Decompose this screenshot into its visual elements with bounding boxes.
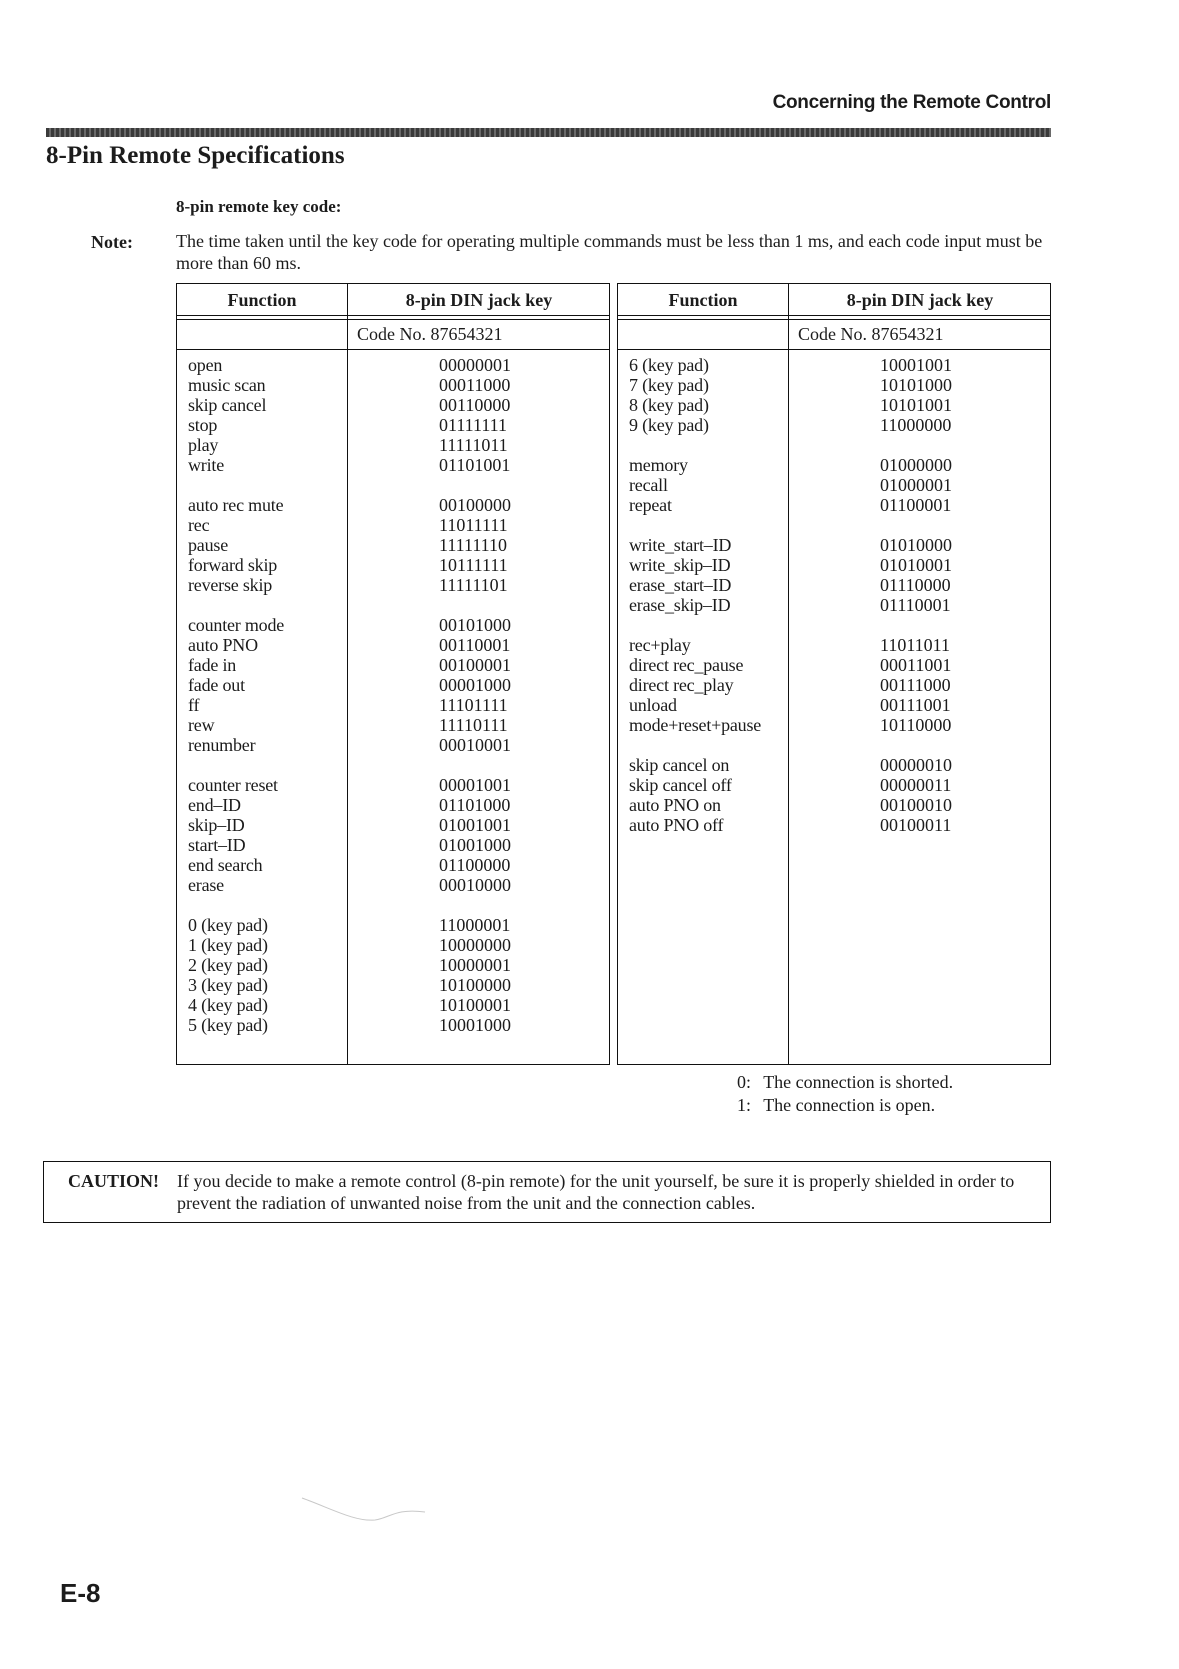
function-name: 1 (key pad) xyxy=(188,935,268,955)
function-name: 8 (key pad) xyxy=(629,395,709,415)
table-row xyxy=(618,395,1050,415)
function-name: music scan xyxy=(188,375,266,395)
function-name: erase xyxy=(188,875,224,895)
key-code: 00111000 xyxy=(880,675,951,695)
function-name: auto rec mute xyxy=(188,495,284,515)
table-row xyxy=(177,855,609,875)
function-name: 9 (key pad) xyxy=(629,415,709,435)
key-code: 00010000 xyxy=(439,875,511,895)
subheading: 8-pin remote key code: xyxy=(176,197,342,216)
key-code: 11110111 xyxy=(439,715,508,735)
function-name: skip cancel on xyxy=(629,755,730,775)
table-row xyxy=(618,495,1050,515)
function-name: end–ID xyxy=(188,795,241,815)
function-name: reverse skip xyxy=(188,575,273,595)
table-row xyxy=(618,515,1050,535)
table-row xyxy=(618,695,1050,715)
table-row xyxy=(177,795,609,815)
function-name: 5 (key pad) xyxy=(188,1015,268,1035)
table-row xyxy=(177,395,609,415)
table-row xyxy=(177,655,609,675)
function-name: rew xyxy=(188,715,215,735)
key-code: 01000001 xyxy=(880,475,952,495)
function-name: rec+play xyxy=(629,635,691,655)
key-code: 00001001 xyxy=(439,775,511,795)
function-name: counter reset xyxy=(188,775,278,795)
key-code: 01110000 xyxy=(880,575,951,595)
header-divider xyxy=(618,315,1050,316)
function-name: renumber xyxy=(188,735,256,755)
function-name: fade in xyxy=(188,655,237,675)
key-code: 00110000 xyxy=(439,395,511,415)
key-code: 01010001 xyxy=(880,555,952,575)
key-code: 00011001 xyxy=(880,655,952,675)
header-divider xyxy=(177,319,609,320)
key-code: 01010000 xyxy=(880,535,952,555)
table-row xyxy=(177,415,609,435)
key-code: 01000000 xyxy=(880,455,952,475)
table-row xyxy=(177,775,609,795)
table-row xyxy=(618,375,1050,395)
key-code: 10000000 xyxy=(439,935,511,955)
key-code: 10001000 xyxy=(439,1015,511,1035)
function-name: start–ID xyxy=(188,835,246,855)
function-name: 2 (key pad) xyxy=(188,955,268,975)
key-code: 11111110 xyxy=(439,535,507,555)
key-code: 10101000 xyxy=(880,375,952,395)
column-header-key: 8-pin DIN jack key xyxy=(405,290,553,310)
section-title: 8-Pin Remote Specifications xyxy=(46,142,345,169)
table-row xyxy=(177,835,609,855)
table-rows xyxy=(618,355,1050,835)
legend-text: The connection is shorted. xyxy=(763,1072,954,1092)
key-code: 11111011 xyxy=(439,435,508,455)
header-divider xyxy=(618,349,1050,350)
page-number: E-8 xyxy=(60,1578,101,1608)
function-name: write_start–ID xyxy=(629,535,732,555)
header-divider xyxy=(177,349,609,350)
function-name: 3 (key pad) xyxy=(188,975,268,995)
table-row xyxy=(618,675,1050,695)
function-name: recall xyxy=(629,475,668,495)
table-row xyxy=(618,435,1050,455)
function-name: pause xyxy=(188,535,228,555)
table-row xyxy=(177,815,609,835)
table-row xyxy=(177,1015,609,1035)
table-row xyxy=(618,575,1050,595)
key-code: 00011000 xyxy=(439,375,511,395)
legend-item xyxy=(737,1071,953,1093)
function-name: 0 (key pad) xyxy=(188,915,268,935)
table-row xyxy=(618,415,1050,435)
function-name: skip–ID xyxy=(188,815,245,835)
key-code: 11000000 xyxy=(880,415,952,435)
table-row xyxy=(177,735,609,755)
key-code: 00010001 xyxy=(439,735,511,755)
table-row xyxy=(618,595,1050,615)
header-divider xyxy=(618,319,1050,320)
function-name: skip cancel off xyxy=(629,775,732,795)
function-name: mode+reset+pause xyxy=(629,715,762,735)
key-code: 00100011 xyxy=(880,815,952,835)
caution-label: CAUTION! xyxy=(68,1171,160,1191)
key-code: 10111111 xyxy=(439,555,508,575)
table-row xyxy=(177,495,609,515)
column-header-key: 8-pin DIN jack key xyxy=(846,290,994,310)
function-name: counter mode xyxy=(188,615,285,635)
function-name: memory xyxy=(629,455,688,475)
table-row xyxy=(177,355,609,375)
key-code: 00110001 xyxy=(439,635,511,655)
function-name: ff xyxy=(188,695,200,715)
table-row xyxy=(177,875,609,895)
table-row xyxy=(177,635,609,655)
header-divider xyxy=(177,315,609,316)
key-code: 00111001 xyxy=(880,695,951,715)
function-name: 6 (key pad) xyxy=(629,355,709,375)
key-code: 00100010 xyxy=(880,795,952,815)
table-row xyxy=(177,915,609,935)
code-number-header: Code No. 87654321 xyxy=(357,324,503,344)
key-code: 10000001 xyxy=(439,955,511,975)
function-name: direct rec_play xyxy=(629,675,734,695)
table-row xyxy=(618,795,1050,815)
key-code: 10110000 xyxy=(880,715,952,735)
table-row xyxy=(177,755,609,775)
scan-mark xyxy=(300,1490,440,1530)
key-code: 11111101 xyxy=(439,575,508,595)
function-name: 7 (key pad) xyxy=(629,375,709,395)
table-row xyxy=(177,895,609,915)
legend-text: The connection is open. xyxy=(763,1095,936,1115)
function-name: stop xyxy=(188,415,218,435)
table-row xyxy=(177,475,609,495)
caution-box xyxy=(43,1161,1051,1223)
table-row xyxy=(618,555,1050,575)
key-code: 00000011 xyxy=(880,775,952,795)
key-code: 01101001 xyxy=(439,455,511,475)
key-code: 10100001 xyxy=(439,995,511,1015)
key-code: 00100001 xyxy=(439,655,511,675)
column-header-function: Function xyxy=(668,290,738,310)
table-row xyxy=(177,995,609,1015)
key-code: 00000001 xyxy=(439,355,511,375)
table-row xyxy=(618,615,1050,635)
key-code-table-left xyxy=(176,283,610,1065)
note-label: Note: xyxy=(91,232,133,252)
table-row xyxy=(177,935,609,955)
function-name: skip cancel xyxy=(188,395,267,415)
table-row xyxy=(618,475,1050,495)
function-name: play xyxy=(188,435,219,455)
legend-key: 0: xyxy=(737,1072,752,1092)
function-name: direct rec_pause xyxy=(629,655,744,675)
legend-key: 1: xyxy=(737,1095,752,1115)
table-row xyxy=(177,975,609,995)
key-code: 10100000 xyxy=(439,975,511,995)
header-rule xyxy=(46,128,1051,137)
table-row xyxy=(618,535,1050,555)
table-row xyxy=(177,955,609,975)
key-code: 10001001 xyxy=(880,355,952,375)
key-code: 01001001 xyxy=(439,815,511,835)
table-row xyxy=(177,695,609,715)
function-name: end search xyxy=(188,855,263,875)
key-code: 10101001 xyxy=(880,395,952,415)
function-name: erase_start–ID xyxy=(629,575,732,595)
table-row xyxy=(177,515,609,535)
function-name: open xyxy=(188,355,223,375)
table-row xyxy=(618,815,1050,835)
function-name: auto PNO xyxy=(188,635,258,655)
code-number-header: Code No. 87654321 xyxy=(798,324,944,344)
table-row xyxy=(177,715,609,735)
legend-item xyxy=(737,1094,935,1116)
key-code: 00101000 xyxy=(439,615,511,635)
table-row xyxy=(177,535,609,555)
function-name: 4 (key pad) xyxy=(188,995,268,1015)
table-row xyxy=(177,615,609,635)
key-code: 00001000 xyxy=(439,675,511,695)
key-code: 11101111 xyxy=(439,695,508,715)
note-text: The time taken until the key code for operating multiple commands must be less than 1 ms, and each code input must be more than 60 ms. xyxy=(176,231,1043,273)
key-code: 01001000 xyxy=(439,835,511,855)
function-name: auto PNO off xyxy=(629,815,724,835)
key-code: 01111111 xyxy=(439,415,507,435)
table-row xyxy=(177,675,609,695)
table-row xyxy=(177,455,609,475)
function-name: unload xyxy=(629,695,677,715)
key-code: 01100001 xyxy=(880,495,952,515)
table-row xyxy=(618,635,1050,655)
table-rows xyxy=(177,355,609,1035)
function-name: repeat xyxy=(629,495,672,515)
table-row xyxy=(177,555,609,575)
table-row xyxy=(618,735,1050,755)
function-name: erase_skip–ID xyxy=(629,595,731,615)
key-code: 11000001 xyxy=(439,915,511,935)
key-code: 01110001 xyxy=(880,595,951,615)
table-row xyxy=(618,755,1050,775)
function-name: rec xyxy=(188,515,210,535)
table-row xyxy=(177,595,609,615)
key-code: 00000010 xyxy=(880,755,952,775)
table-row xyxy=(177,435,609,455)
function-name: write xyxy=(188,455,224,475)
table-row xyxy=(618,655,1050,675)
key-code: 11011111 xyxy=(439,515,508,535)
key-code: 00100000 xyxy=(439,495,511,515)
running-head: Concerning the Remote Control xyxy=(772,92,1051,113)
function-name: forward skip xyxy=(188,555,278,575)
key-code: 01100000 xyxy=(439,855,511,875)
table-row xyxy=(177,375,609,395)
table-row xyxy=(177,575,609,595)
key-code: 11011011 xyxy=(880,635,950,655)
column-header-function: Function xyxy=(227,290,297,310)
function-name: auto PNO on xyxy=(629,795,721,815)
key-code-table-right xyxy=(617,283,1051,1065)
function-name: fade out xyxy=(188,675,245,695)
table-row xyxy=(618,355,1050,375)
table-row xyxy=(618,455,1050,475)
key-code: 01101000 xyxy=(439,795,511,815)
function-name: write_skip–ID xyxy=(629,555,731,575)
table-row xyxy=(618,715,1050,735)
table-row xyxy=(618,775,1050,795)
caution-text: If you decide to make a remote control (8-pin remote) for the unit yourself, be sure it is properly shielded in order to prevent the radiation of unwanted noise from the unit and the connection cables. xyxy=(177,1171,1015,1213)
